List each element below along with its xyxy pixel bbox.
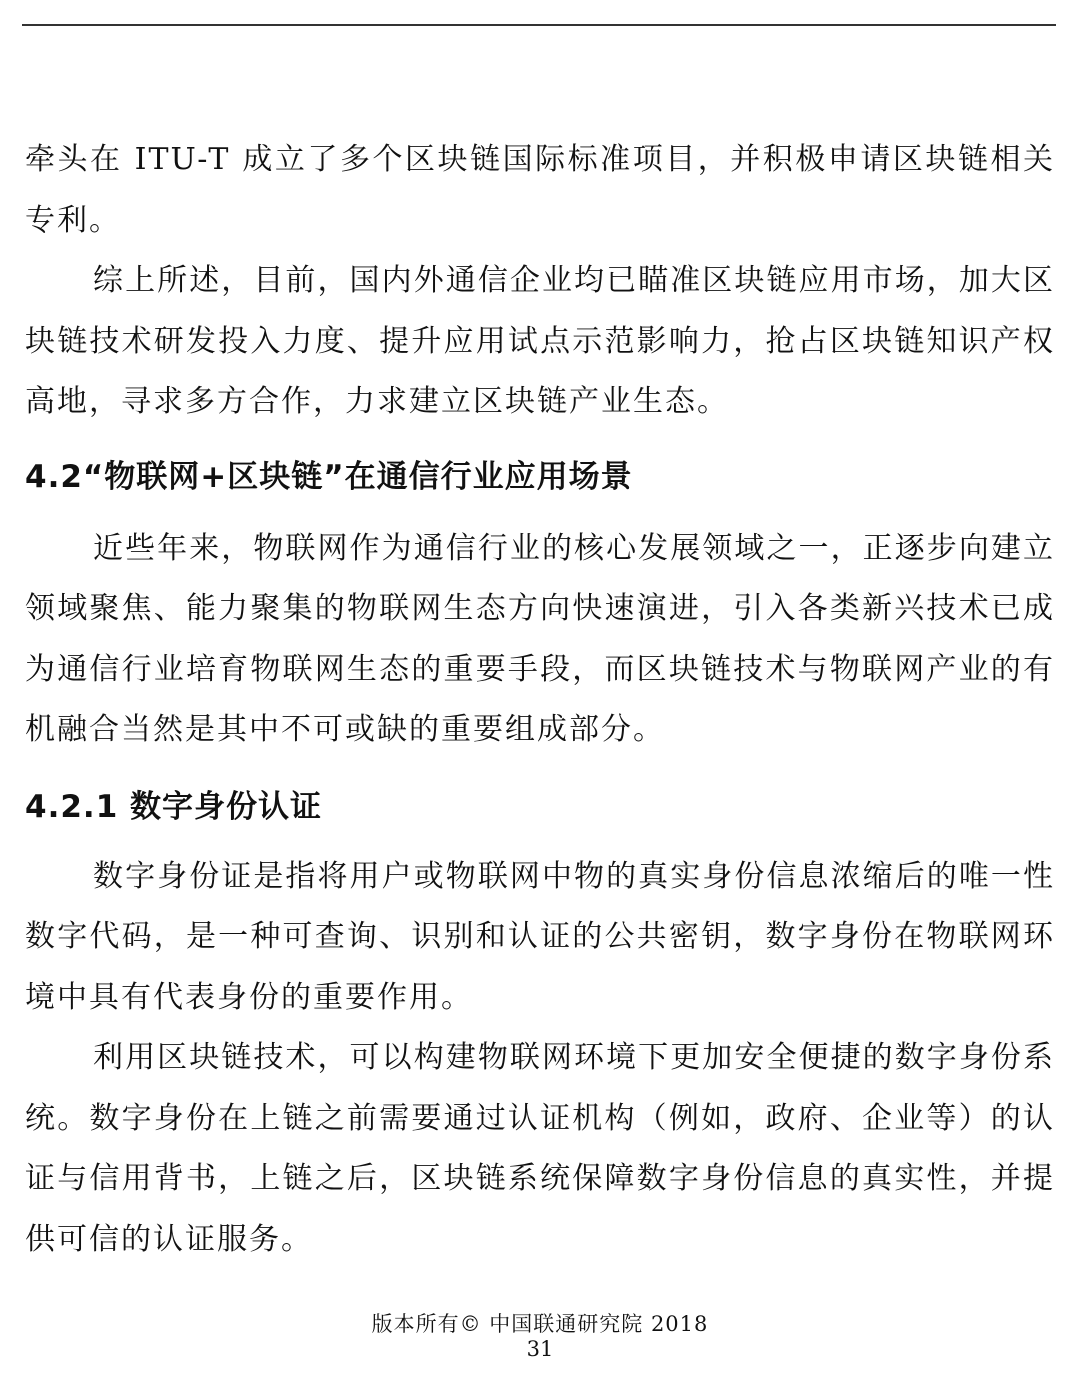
- page-number: 31: [526, 1337, 554, 1361]
- section-heading-4-2: 4.2“物联网+区块链”在通信行业应用场景: [25, 458, 633, 495]
- document-body: [25, 130, 1055, 1270]
- paragraph-blockchain-id-system: 利用区块链技术，可以构建物联网环境下更加安全便捷的数字身份系统。数字身份在上链之前需要通过认证机构（例如，政府、企业等）的认证与信用背书，上链之后，区块链系统保障数字身份信息的真实性，并提供可信的认证服务。: [25, 1040, 1055, 1257]
- header-rule: [22, 24, 1056, 26]
- section-heading-4-2-1: 4.2.1 数字身份认证: [25, 788, 323, 825]
- paragraph-continuation: 牵头在 ITU-T 成立了多个区块链国际标准项目，并积极申请区块链相关专利。: [25, 142, 1055, 238]
- paragraph-iot-intro: 近些年来，物联网作为通信行业的核心发展领域之一，正逐步向建立领域聚焦、能力聚集的物联网生态方向快速演进，引入各类新兴技术已成为通信行业培育物联网生态的重要手段，而区块链技术与物联网产业的有机融合当然是其中不可或缺的重要组成部分。: [25, 530, 1055, 747]
- paragraph-digital-id-definition: 数字身份证是指将用户或物联网中物的真实身份信息浓缩后的唯一性数字代码，是一种可查询、识别和认证的公共密钥，数字身份在物联网环境中具有代表身份的重要作用。: [25, 858, 1055, 1015]
- paragraph-summary: 综上所述，目前，国内外通信企业均已瞄准区块链应用市场，加大区块链技术研发投入力度、提升应用试点示范影响力，抢占区块链知识产权高地，寻求多方合作，力求建立区块链产业生态。: [25, 263, 1055, 419]
- footer-copyright: 版本所有© 中国联通研究院 2018: [371, 1312, 709, 1336]
